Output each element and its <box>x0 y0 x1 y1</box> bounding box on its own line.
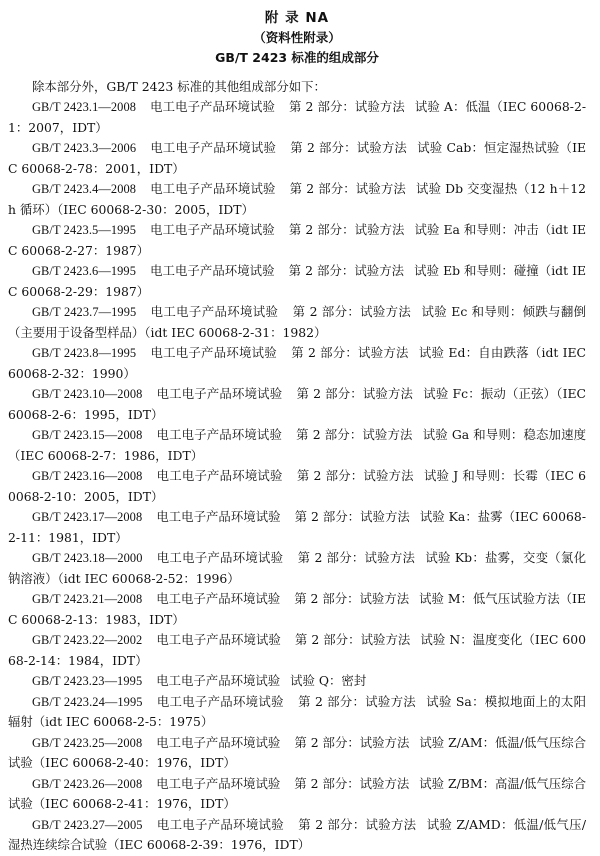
standard-title: 电工电子产品环境试验 <box>156 693 284 709</box>
standard-title: 电工电子产品环境试验 <box>156 509 281 524</box>
standard-test: 试验 J 和导则：长霉（IEC 60068-2-10：2005，IDT） <box>8 468 587 504</box>
standard-code: GB/T 2423.25—2008 <box>32 735 143 750</box>
standard-code: GB/T 2423.24—1995 <box>32 694 143 709</box>
standard-code: GB/T 2423.22—2002 <box>32 633 143 647</box>
standard-title: 电工电子产品环境试验 <box>150 140 277 155</box>
standard-part: 第 2 部分：试验方法 <box>290 345 409 360</box>
standard-part: 第 2 部分：试验方法 <box>294 734 410 750</box>
standard-code: GB/T 2423.18—2000 <box>32 551 143 565</box>
standard-code: GB/T 2423.6—1995 <box>32 264 137 278</box>
standard-test: 试验 Z/AMD：低温/低气压/湿热连续综合试验（IEC 60068-2-39：1976，IDT） <box>8 816 586 852</box>
standard-code: GB/T 2423.26—2008 <box>32 776 143 791</box>
standard-part: 第 2 部分：试验方法 <box>294 591 410 606</box>
standard-test: 试验 Z/AM：低温/低气压综合试验（IEC 60068-2-40：1976，IDT） <box>8 734 586 770</box>
standard-test: 试验 Eb 和导则：碰撞（idt IEC 60068-2-29：1987） <box>8 263 587 299</box>
standard-code: GB/T 2423.1—2008 <box>32 100 137 114</box>
standard-item <box>8 630 586 671</box>
standard-item <box>8 466 586 507</box>
standard-title: 电工电子产品环境试验 <box>150 181 276 196</box>
standard-test: 试验 A：低温（IEC 60068-2-1：2007，IDT） <box>8 99 587 135</box>
standard-title: 电工电子产品环境试验 <box>150 99 275 114</box>
standard-test: 试验 Fc：振动（正弦）（IEC 60068-2-6：1995，IDT） <box>8 386 587 422</box>
standard-code: GB/T 2423.27—2005 <box>32 817 143 832</box>
standard-part: 第 2 部分：试验方法 <box>288 263 405 278</box>
standard-test: 试验 Ea 和导则：冲击（idt IEC 60068-2-27：1987） <box>8 222 587 258</box>
standard-code: GB/T 2423.3—2006 <box>32 141 137 155</box>
standard-title: 电工电子产品环境试验 <box>156 734 281 750</box>
standard-code: GB/T 2423.21—2008 <box>32 592 143 606</box>
standard-title: 电工电子产品环境试验 <box>150 222 275 237</box>
standard-test: 试验 Db 交变湿热（12 h＋12 h 循环）（IEC 60068-2-30：2005，IDT） <box>8 181 587 217</box>
standard-item <box>8 774 586 815</box>
standard-code: GB/T 2423.8—1995 <box>32 346 137 360</box>
standard-test: 试验 Z/BM：高温/低气压综合试验（IEC 60068-2-41：1976，IDT） <box>8 775 586 811</box>
standard-item <box>8 589 586 630</box>
standard-part: 第 2 部分：试验方法 <box>294 632 411 647</box>
standard-code: GB/T 2423.15—2008 <box>32 428 143 442</box>
standard-part: 第 2 部分：试验方法 <box>297 693 416 709</box>
standard-test: 试验 Ka：盐雾（IEC 60068-2-11：1981，IDT） <box>8 509 587 545</box>
standard-item <box>8 220 586 261</box>
standard-test: 试验 Kb：盐雾，交变（氯化钠溶液）（idt IEC 60068-2-52：1996） <box>8 550 587 586</box>
standard-part: 第 2 部分：试验方法 <box>296 386 414 401</box>
standard-item <box>8 302 586 343</box>
standard-item <box>8 179 586 220</box>
standard-item <box>8 97 586 138</box>
standard-part: 第 2 部分：试验方法 <box>297 816 417 832</box>
standard-part: 第 2 部分：试验方法 <box>289 181 406 196</box>
standard-test: 试验 Ec 和导则：倾跌与翻倒（主要用于设备型样品）（idt IEC 60068-2-31：1982） <box>8 304 586 340</box>
standard-part: 第 2 部分：试验方法 <box>296 427 413 442</box>
standard-title: 电工电子产品环境试验 <box>156 816 284 832</box>
appendix-title: GB/T 2423 标准的组成部分 <box>215 50 379 65</box>
intro-paragraph: 除本部分外，GB/T 2423 标准的其他组成部分如下： <box>32 79 326 94</box>
standard-title: 电工电子产品环境试验 <box>156 550 284 565</box>
standard-test: 试验 Q：密封 <box>290 673 367 688</box>
standard-test: 试验 Sa：模拟地面上的太阳辐射（idt IEC 60068-2-5：1975） <box>8 693 586 729</box>
standard-part: 第 2 部分：试验方法 <box>288 99 405 114</box>
standard-item <box>8 343 586 384</box>
standard-title: 电工电子产品环境试验 <box>156 673 281 688</box>
appendix-nature: （资料性附录） <box>253 30 341 45</box>
standard-title: 电工电子产品环境试验 <box>156 468 283 483</box>
standard-test: 试验 N：温度变化（IEC 60068-2-14：1984，IDT） <box>8 632 586 668</box>
standard-part: 第 2 部分：试验方法 <box>288 222 405 237</box>
standard-item <box>8 692 586 733</box>
standard-part: 第 2 部分：试验方法 <box>297 550 416 565</box>
standard-title: 电工电子产品环境试验 <box>156 632 281 647</box>
standard-item <box>8 507 586 548</box>
standard-item <box>8 548 586 589</box>
standard-part: 第 2 部分：试验方法 <box>292 304 412 319</box>
standard-code: GB/T 2423.5—1995 <box>32 223 137 237</box>
standard-part: 第 2 部分：试验方法 <box>294 775 410 791</box>
standard-title: 电工电子产品环境试验 <box>150 263 275 278</box>
standard-test: 试验 Ed：自由跌落（idt IEC 60068-2-32：1990） <box>8 345 587 381</box>
standard-title: 电工电子产品环境试验 <box>156 386 283 401</box>
standard-title: 电工电子产品环境试验 <box>156 591 281 606</box>
standard-title: 电工电子产品环境试验 <box>156 427 282 442</box>
standard-test: 试验 Cab：恒定湿热试验（IEC 60068-2-78：2001，IDT） <box>8 140 587 176</box>
standard-code: GB/T 2423.16—2008 <box>32 469 143 483</box>
appendix-heading: 附 录 NA <box>264 10 330 26</box>
standard-item <box>8 384 586 425</box>
standard-part: 第 2 部分：试验方法 <box>294 509 410 524</box>
standard-item <box>8 425 586 466</box>
standard-item <box>8 733 586 774</box>
standard-code: GB/T 2423.10—2008 <box>32 387 143 401</box>
standard-item <box>8 138 586 179</box>
standard-title: 电工电子产品环境试验 <box>150 345 277 360</box>
standard-title: 电工电子产品环境试验 <box>150 304 279 319</box>
standard-title: 电工电子产品环境试验 <box>156 775 281 791</box>
standard-code: GB/T 2423.7—1995 <box>32 305 137 319</box>
standard-part: 第 2 部分：试验方法 <box>290 140 408 155</box>
standard-test: 试验 Ga 和导则：稳态加速度（IEC 60068-2-7：1986，IDT） <box>8 427 587 463</box>
standard-item <box>8 815 586 856</box>
standard-item <box>8 261 586 302</box>
standard-code: GB/T 2423.4—2008 <box>32 182 137 196</box>
standard-item <box>8 671 586 692</box>
standard-code: GB/T 2423.23—1995 <box>32 674 143 688</box>
standard-test: 试验 M：低气压试验方法（IEC 60068-2-13：1983，IDT） <box>8 591 587 627</box>
standard-code: GB/T 2423.17—2008 <box>32 510 143 524</box>
standard-part: 第 2 部分：试验方法 <box>296 468 414 483</box>
standards-list <box>8 97 586 856</box>
